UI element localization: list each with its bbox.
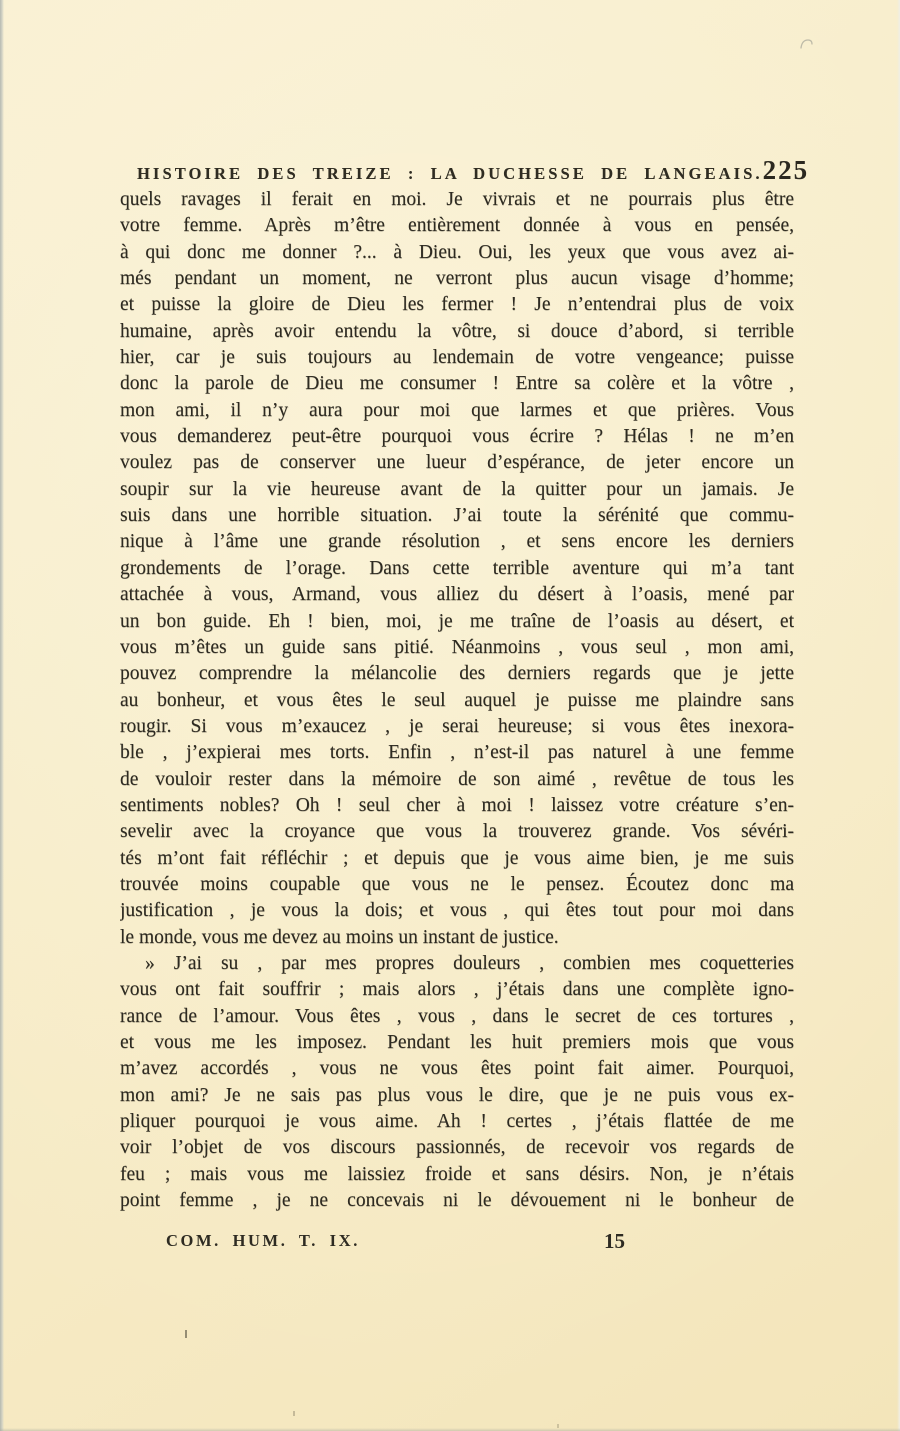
- ink-mark: [799, 37, 817, 51]
- page-number: 225: [762, 155, 810, 185]
- body-text: [120, 187, 794, 1214]
- text-line: m’avez accordés , vous ne vous êtes point fait aimer. Pourquoi,: [120, 1058, 794, 1080]
- text-line: ble , j’expierai mes torts. Enfin , n’est-il pas naturel à une femme: [120, 742, 794, 764]
- printer-signature: COM. HUM. T. IX.: [166, 1231, 360, 1250]
- text-line: vous ont fait souffrir ; mais alors , j’étais dans une complète igno-: [120, 979, 794, 1001]
- text-line: votre femme. Après m’être entièrement donnée à vous en pensée,: [120, 215, 794, 237]
- text-line: attachée à vous, Armand, vous alliez du désert à l’oasis, mené par: [120, 584, 794, 606]
- text-line: tés m’ont fait réfléchir ; et depuis que je vous aime bien, je me suis: [120, 847, 794, 869]
- text-line: hier, car je suis toujours au lendemain de votre vengeance; puisse: [120, 347, 794, 369]
- text-line: feu ; mais vous me laissiez froide et sans désirs. Non, je n’étais: [120, 1163, 794, 1185]
- text-line: suis dans une horrible situation. J’ai toute la sérénité que commu-: [120, 505, 794, 527]
- text-line: pliquer pourquoi je vous aime. Ah ! certes , j’étais flattée de me: [120, 1111, 794, 1133]
- text-line: mon ami, il n’y aura pour moi que larmes et que prières. Vous: [120, 399, 794, 421]
- scan-edge-left: [0, 0, 4, 1431]
- text-line: rougir. Si vous m’exaucez , je serai heureuse; si vous êtes inexora-: [120, 715, 794, 737]
- paper-speck: [557, 1424, 559, 1428]
- running-title: HISTOIRE DES TREIZE : LA DUCHESSE DE LANGEAIS.: [137, 164, 763, 183]
- text-line: sentiments nobles? Oh ! seul cher à moi ! laissez votre créature s’en-: [120, 794, 794, 816]
- text-line: à qui donc me donner ?... à Dieu. Oui, les yeux que vous avez ai-: [120, 241, 794, 263]
- text-line: grondements de l’orage. Dans cette terrible aventure qui m’a tant: [120, 557, 794, 579]
- text-line: pouvez comprendre la mélancolie des derniers regards que je jette: [120, 663, 794, 685]
- page-footer: [120, 1231, 794, 1261]
- text-line: vous m’êtes un guide sans pitié. Néanmoins , vous seul , mon ami,: [120, 636, 794, 658]
- text-line: le monde, vous me devez au moins un instant de justice.: [120, 926, 559, 948]
- text-line: soupir sur la vie heureuse avant de la quitter pour un jamais. Je: [120, 478, 794, 500]
- text-line: point femme , je ne concevais ni le dévouement ni le bonheur de: [120, 1190, 794, 1212]
- text-line: quels ravages il ferait en moi. Je vivrais et ne pourrais plus être: [120, 189, 794, 210]
- text-line: voulez pas de conserver une lueur d’espérance, de jeter encore un: [120, 452, 794, 474]
- text-line: donc la parole de Dieu me consumer ! Entre sa colère et la vôtre ,: [120, 373, 794, 395]
- text-line: més pendant un moment, ne verront plus aucun visage d’homme;: [120, 268, 794, 290]
- text-line: sevelir avec la croyance que vous la trouverez grande. Vos sévéri-: [120, 821, 794, 843]
- text-line: voir l’objet de vos discours passionnés, de recevoir vos regards de: [120, 1137, 794, 1159]
- paper-speck: [185, 1330, 187, 1338]
- text-line: justification , je vous la dois; et vous , qui êtes tout pour moi dans: [120, 900, 794, 922]
- text-line: trouvée moins coupable que vous ne le pensez. Écoutez donc ma: [120, 873, 794, 895]
- text-line: au bonheur, et vous êtes le seul auquel je puisse me plaindre sans: [120, 689, 794, 711]
- text-line: rance de l’amour. Vous êtes , vous , dans le secret de ces tortures ,: [120, 1005, 794, 1027]
- text-line: et puisse la gloire de Dieu les fermer ! Je n’entendrai plus de voix: [120, 294, 794, 316]
- page-header: [120, 155, 810, 186]
- text-line: humaine, après avoir entendu la vôtre, si douce d’abord, si terrible: [120, 320, 794, 342]
- paper-speck: [293, 1411, 295, 1416]
- text-line: un bon guide. Eh ! bien, moi, je me traîne de l’oasis au désert, et: [120, 610, 794, 632]
- sheet-number: 15: [604, 1229, 625, 1253]
- text-line-paragraph-start: » J’ai su , par mes propres douleurs , combien mes coquetteries: [145, 952, 794, 974]
- text-line: mon ami? Je ne sais pas plus vous le dire, que je ne puis vous ex-: [120, 1084, 794, 1106]
- text-line: de vouloir rester dans la mémoire de son aimé , revêtue de tous les: [120, 768, 794, 790]
- text-line: et vous me les imposez. Pendant les huit premiers mois que vous: [120, 1032, 794, 1053]
- text-line: nique à l’âme une grande résolution , et sens encore les derniers: [120, 531, 794, 553]
- text-line: vous demanderez peut-être pourquoi vous écrire ? Hélas ! ne m’en: [120, 426, 794, 448]
